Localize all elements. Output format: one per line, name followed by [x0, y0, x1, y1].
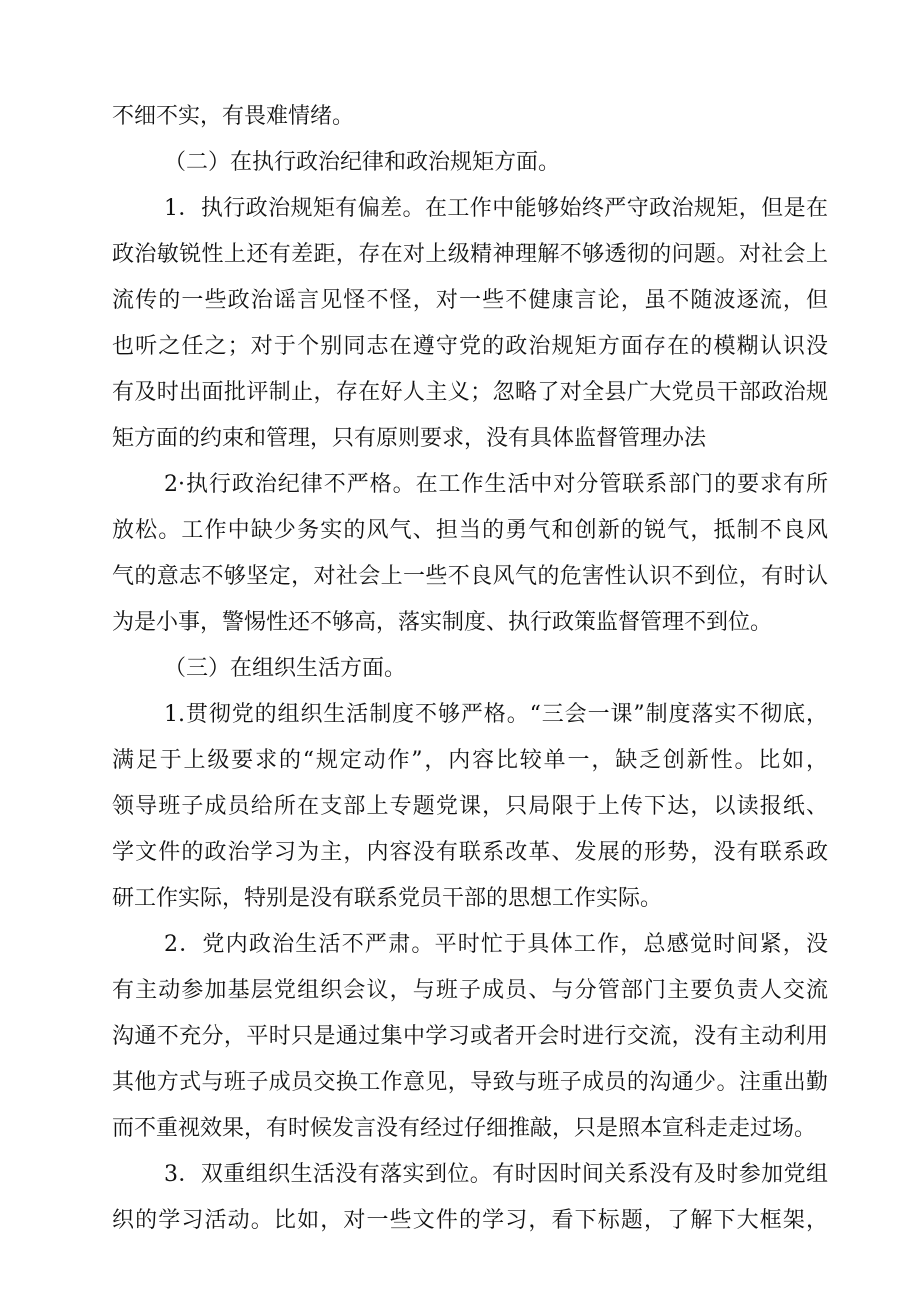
- text-line: 其他方式与班子成员交换工作意见，导致与班子成员的沟通少。注重出勤: [112, 1070, 828, 1095]
- text-line: 满足于上级要求的“规定动作”，内容比较单一，缺乏创新性。比如，: [112, 748, 828, 773]
- text-line: 政治敏锐性上还有差距，存在对上级精神理解不够透彻的问题。对社会上: [112, 242, 828, 267]
- section-heading: （三）在组织生活方面。: [164, 656, 407, 681]
- text-line: 有及时出面批评制止，存在好人主义；忽略了对全县广大党员干部政治规: [112, 380, 828, 405]
- text-line: 有主动参加基层党组织会议，与班子成员、与分管部门主要负责人交流: [112, 978, 828, 1003]
- text-line: 而不重视效果，有时候发言没有经过仔细推敲，只是照本宣科走走过场。: [112, 1116, 817, 1141]
- text-line: 为是小事，警惕性还不够高，落实制度、执行政策监督管理不到位。: [112, 610, 773, 635]
- text-line: 织的学习活动。比如，对一些文件的学习，看下标题，了解下大框架，: [112, 1208, 828, 1233]
- paragraph-start-line: 2．党内政治生活不严肃。平时忙于具体工作，总感觉时间紧，没: [164, 932, 828, 957]
- text-line: 放松。工作中缺少务实的风气、担当的勇气和创新的锐气，抵制不良风: [112, 518, 828, 543]
- text-line: 领导班子成员给所在支部上专题党课，只局限于上传下达，以读报纸、: [112, 794, 828, 819]
- text-line: 不细不实，有畏难情绪。: [112, 104, 355, 129]
- text-line: 沟通不充分，平时只是通过集中学习或者开会时进行交流，没有主动利用: [112, 1024, 828, 1049]
- text-line: 流传的一些政治谣言见怪不怪，对一些不健康言论，虽不随波逐流，但: [112, 288, 828, 313]
- text-line: 也听之任之；对于个别同志在遵守党的政治规矩方面存在的模糊认识没: [112, 334, 828, 359]
- paragraph-start-line: 1．执行政治规矩有偏差。在工作中能够始终严守政治规矩，但是在: [164, 196, 828, 221]
- text-line: 学文件的政治学习为主，内容没有联系改革、发展的形势，没有联系政: [112, 840, 828, 865]
- paragraph-start-line: 2·执行政治纪律不严格。在工作生活中对分管联系部门的要求有所: [164, 472, 828, 497]
- section-heading: （二）在执行政治纪律和政治规矩方面。: [164, 150, 561, 175]
- text-line: 矩方面的约束和管理，只有原则要求，没有具体监督管理办法: [112, 426, 707, 451]
- paragraph-start-line: 1.贯彻党的组织生活制度不够严格。“三会一课”制度落实不彻底，: [164, 702, 828, 727]
- text-line: 研工作实际，特别是没有联系党员干部的思想工作实际。: [112, 886, 663, 911]
- paragraph-start-line: 3．双重组织生活没有落实到位。有时因时间关系没有及时参加党组: [164, 1162, 828, 1187]
- document-body: [112, 94, 828, 1244]
- text-line: 气的意志不够坚定，对社会上一些不良风气的危害性认识不到位，有时认: [112, 564, 828, 589]
